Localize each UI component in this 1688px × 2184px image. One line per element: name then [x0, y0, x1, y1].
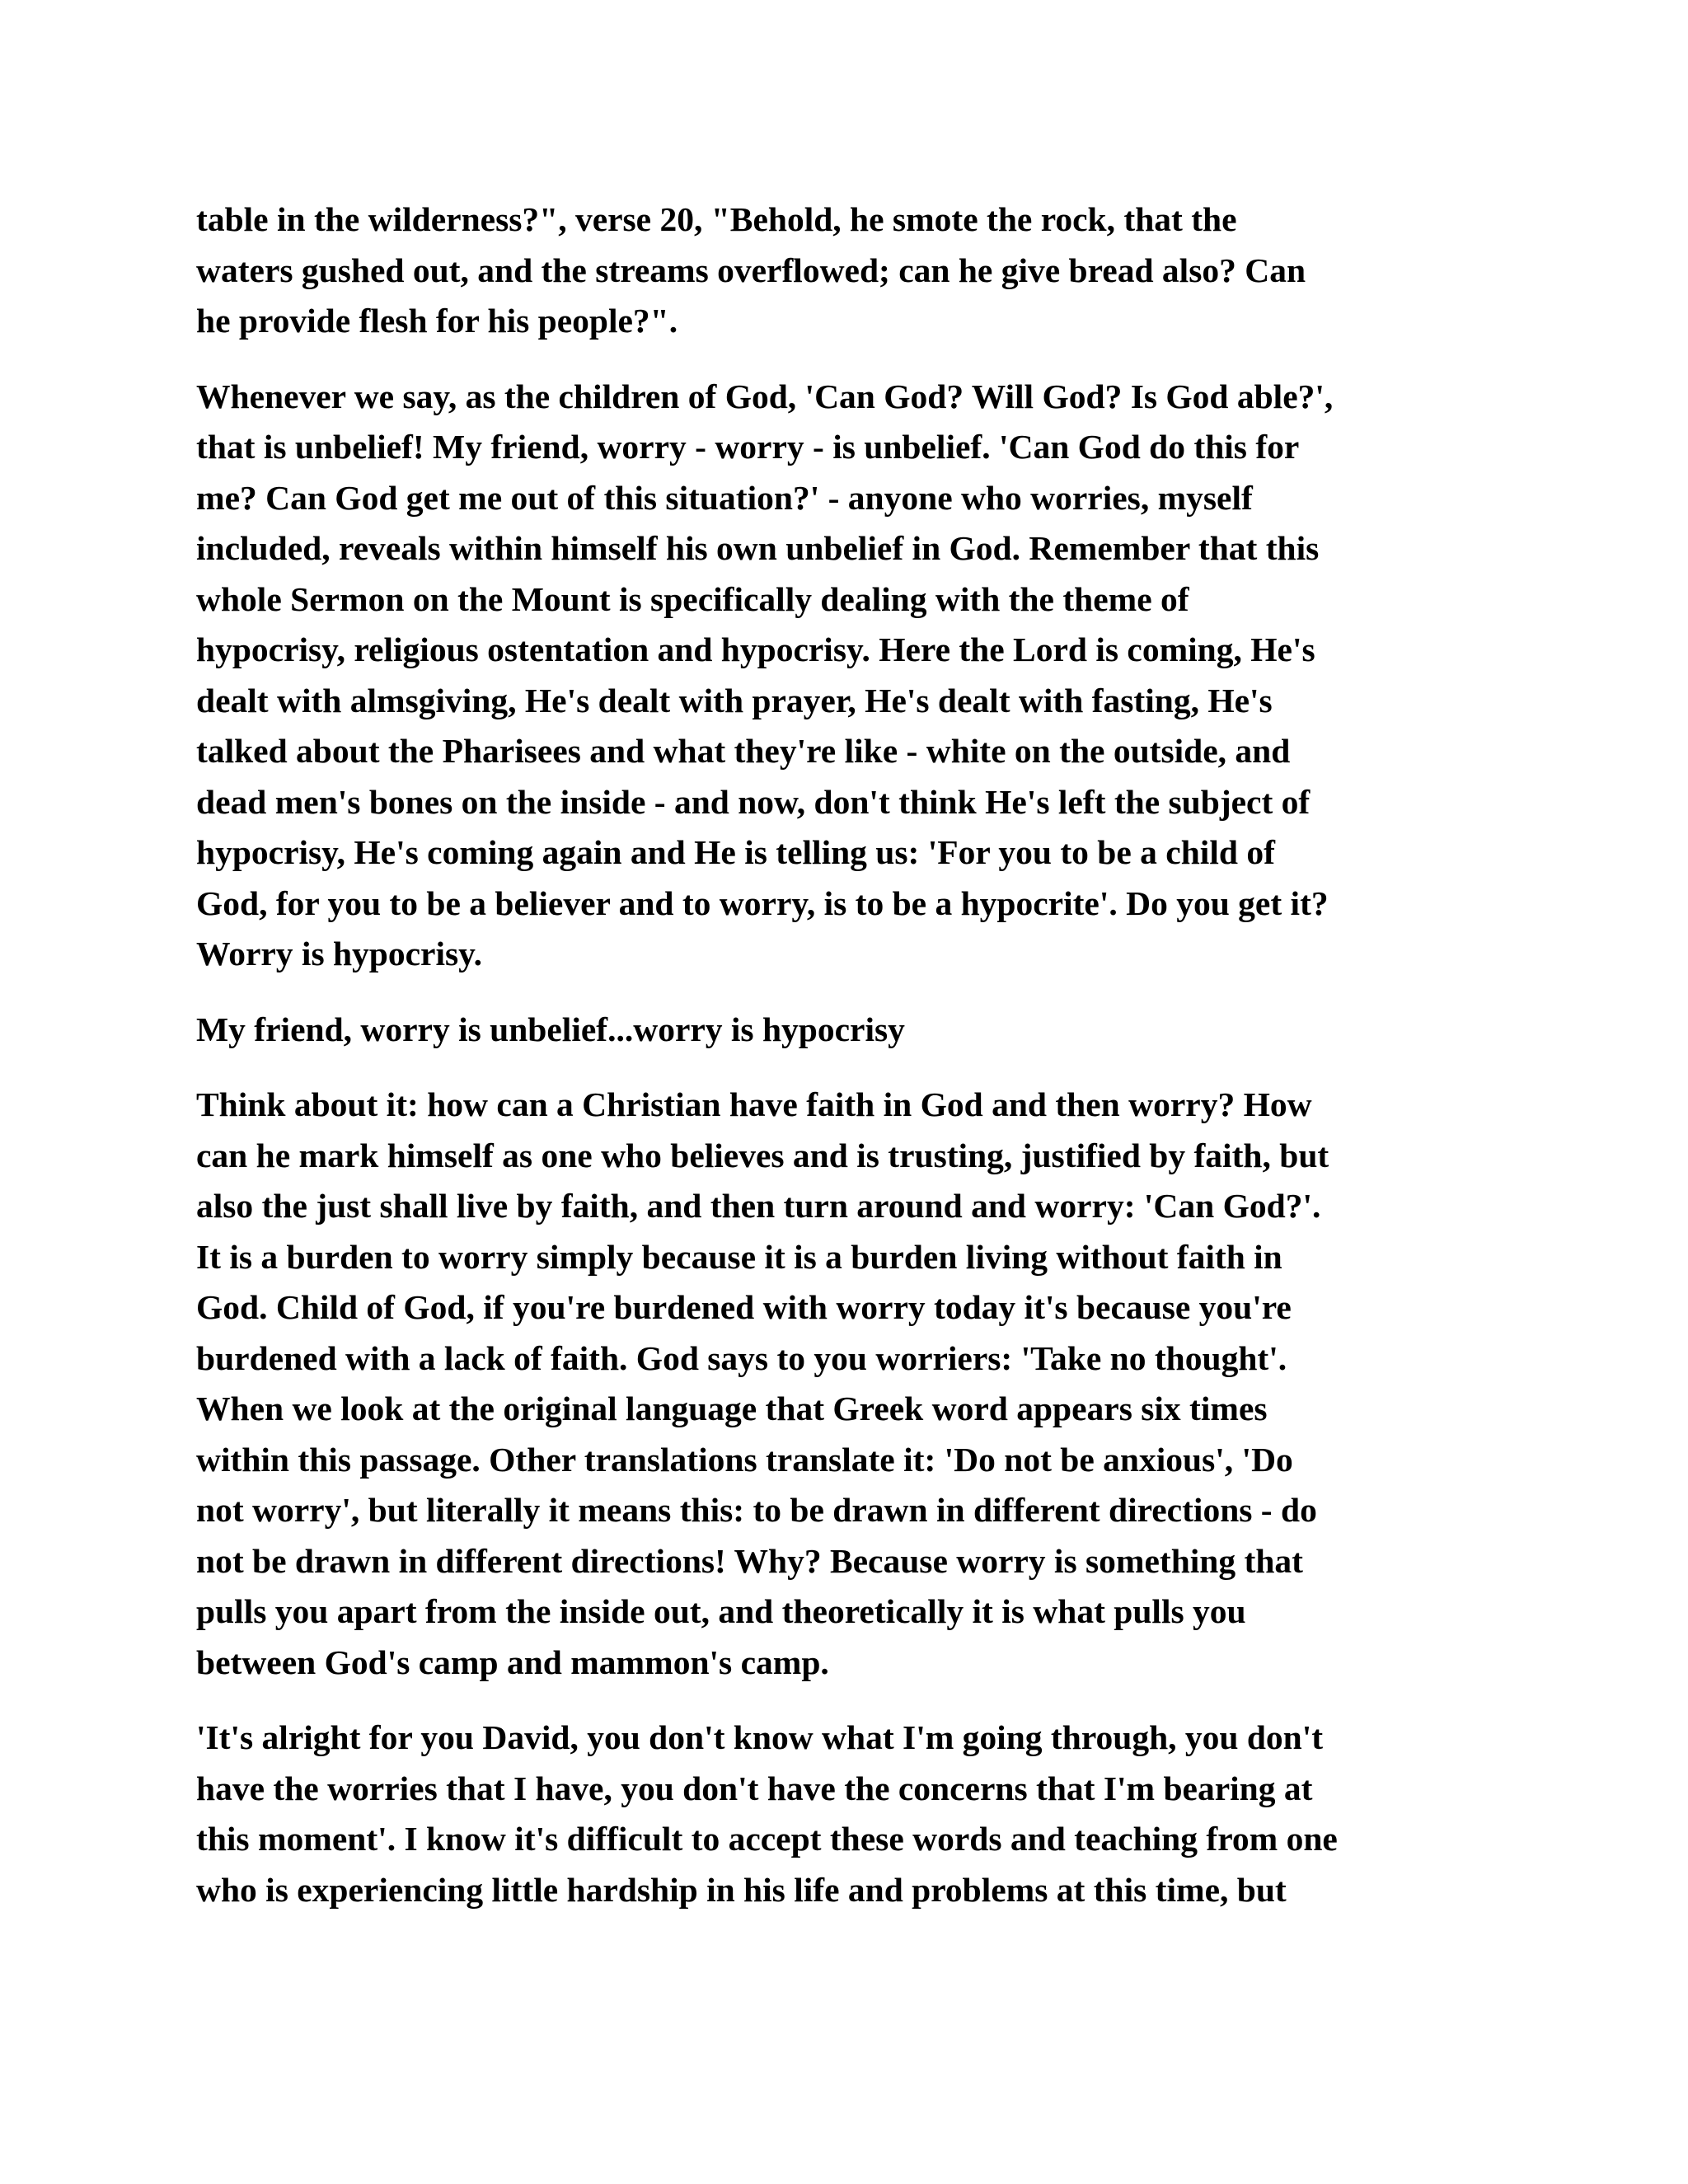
text-line: table in the wilderness?", verse 20, "Behold, he smote the rock, that the [196, 200, 1237, 238]
text-line: Think about it: how can a Christian have faith in God and then worry? How [196, 1085, 1312, 1123]
text-line: hypocrisy, religious ostentation and hypocrisy. Here the Lord is coming, He's [196, 630, 1315, 668]
text-line: also the just shall live by faith, and then turn around and worry: 'Can God?'. [196, 1187, 1321, 1225]
text-line: God. Child of God, if you're burdened with worry today it's because you're [196, 1288, 1292, 1326]
text-line: talked about the Pharisees and what they're like - white on the outside, and [196, 732, 1291, 770]
text-line: have the worries that I have, you don't have the concerns that I'm bearing at [196, 1769, 1313, 1807]
text-line: waters gushed out, and the streams overflowed; can he give bread also? Can [196, 251, 1306, 289]
text-line: Whenever we say, as the children of God, 'Can God? Will God? Is God able?', [196, 377, 1334, 415]
text-line: this moment'. I know it's difficult to accept these words and teaching from one [196, 1820, 1338, 1858]
text-line: between God's camp and mammon's camp. [196, 1643, 829, 1681]
paragraph-2 [196, 372, 1498, 980]
text-line: dead men's bones on the inside - and now, don't think He's left the subject of [196, 782, 1311, 821]
text-line: dealt with almsgiving, He's dealt with prayer, He's dealt with fasting, He's [196, 681, 1273, 719]
text-line: My friend, worry is unbelief...worry is hypocrisy [196, 1010, 905, 1048]
paragraph-1 [196, 194, 1498, 347]
paragraph-5 [196, 1713, 1498, 1915]
text-line: included, reveals within himself his own unbelief in God. Remember that this [196, 529, 1320, 567]
text-line: Worry is hypocrisy. [196, 935, 482, 972]
text-line: me? Can God get me out of this situation?' - anyone who worries, myself [196, 478, 1253, 517]
text-line: who is experiencing little hardship in his life and problems at this time, but [196, 1870, 1287, 1909]
text-line: When we look at the original language that Greek word appears six times [196, 1390, 1268, 1427]
text-line: burdened with a lack of faith. God says to you worriers: 'Take no thought'. [196, 1338, 1287, 1377]
text-line: It is a burden to worry simply because it is a burden living without faith in [196, 1237, 1282, 1276]
text-line: that is unbelief! My friend, worry - worry - is unbelief. 'Can God do this for [196, 428, 1300, 466]
text-line: can he mark himself as one who believes and is trusting, justified by faith, but [196, 1136, 1329, 1174]
text-line: not be drawn in different directions! Why? Because worry is something that [196, 1541, 1303, 1580]
text-line: within this passage. Other translations translate it: 'Do not be anxious', 'Do [196, 1440, 1293, 1479]
text-line: whole Sermon on the Mount is specifically dealing with the theme of [196, 579, 1189, 618]
text-line: 'It's alright for you David, you don't know what I'm going through, you don't [196, 1718, 1324, 1756]
document-body [196, 194, 1498, 1940]
text-line: God, for you to be a believer and to worry, is to be a hypocrite'. Do you get it? [196, 883, 1329, 922]
paragraph-3 [196, 1005, 1498, 1056]
paragraph-4 [196, 1080, 1498, 1688]
text-line: not worry', but literally it means this: to be drawn in different directions - do [196, 1491, 1317, 1529]
text-line: hypocrisy, He's coming again and He is telling us: 'For you to be a child of [196, 833, 1275, 871]
text-line: he provide flesh for his people?". [196, 302, 678, 340]
text-line: pulls you apart from the inside out, and theoretically it is what pulls you [196, 1592, 1246, 1630]
